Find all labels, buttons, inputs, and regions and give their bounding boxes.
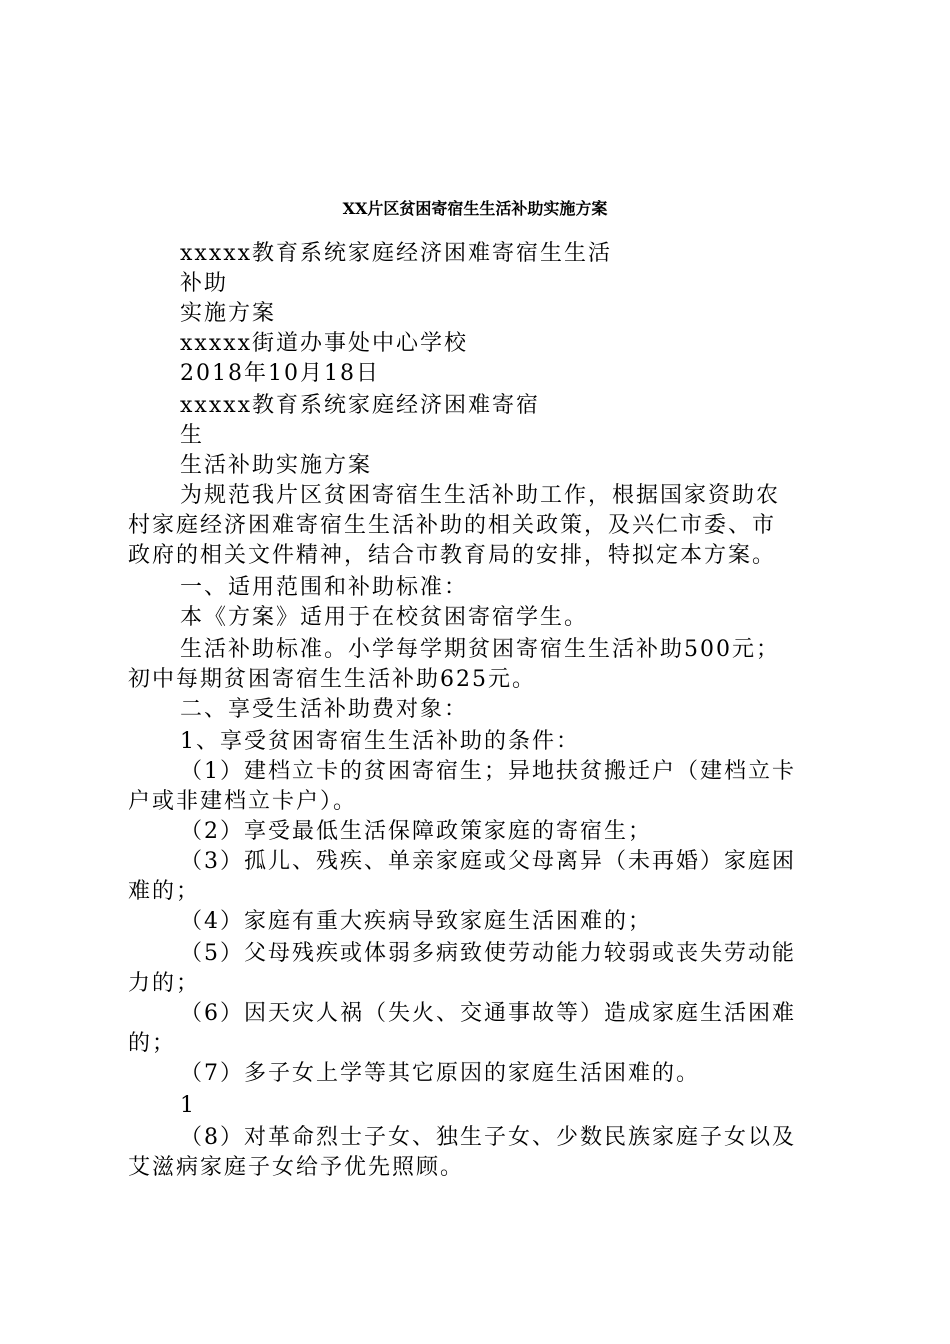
list-item-line: 艾滋病家庭子女给予优先照顾。 (128, 1155, 465, 1180)
paragraph-line: 1、享受贫困寄宿生生活补助的条件： (180, 729, 580, 754)
paragraph-line: 本《方案》适用于在校贫困寄宿学生。 (180, 605, 589, 630)
text-line: xxxxx街道办事处中心学校 (180, 331, 469, 356)
text-line: xxxxx教育系统家庭经济困难寄宿生生活 (180, 241, 613, 266)
list-item-line: （8）对革命烈士子女、独生子女、少数民族家庭子女以及 (180, 1125, 796, 1150)
text-line: 生 (180, 423, 205, 448)
text-line: xxxxx教育系统家庭经济困难寄宿 (180, 393, 541, 418)
list-item-line: （2）享受最低生活保障政策家庭的寄宿生； (180, 819, 652, 844)
paragraph-line: 政府的相关文件精神，结合市教育局的安排，特拟定本方案。 (128, 543, 777, 568)
list-item-line: （3）孤儿、残疾、单亲家庭或父母离异（未再婚）家庭困 (180, 849, 796, 874)
paragraph-line: 初中每期贫困寄宿生生活补助625元。 (128, 667, 536, 692)
text-line: 补助 (180, 271, 229, 296)
list-item-line: （1）建档立卡的贫困寄宿生；异地扶贫搬迁户（建档立卡 (180, 759, 796, 784)
page-number: 1 (180, 1093, 196, 1118)
list-item-line: 的； (128, 1031, 177, 1056)
list-item-line: 力的； (128, 971, 201, 996)
list-item-line: （6）因天灾人祸（失火、交通事故等）造成家庭生活困难 (180, 1001, 796, 1026)
list-item-line: （7）多子女上学等其它原因的家庭生活困难的。 (180, 1061, 700, 1086)
list-item-line: （4）家庭有重大疾病导致家庭生活困难的； (180, 909, 652, 934)
list-item-line: 难的； (128, 879, 201, 904)
section-heading: 一、适用范围和补助标准： (180, 575, 469, 600)
paragraph-line: 村家庭经济困难寄宿生生活补助的相关政策，及兴仁市委、市 (128, 513, 777, 538)
text-line: 生活补助实施方案 (180, 453, 373, 478)
text-line: 2018年10月18日 (180, 361, 380, 386)
paragraph-line: 生活补助标准。小学每学期贫困寄宿生生活补助500元； (180, 637, 780, 662)
text-line: 实施方案 (180, 301, 277, 326)
list-item-line: （5）父母残疾或体弱多病致使劳动能力较弱或丧失劳动能 (180, 941, 796, 966)
section-heading: 二、享受生活补助费对象： (180, 697, 469, 722)
document-title: XX片区贫困寄宿生生活补助实施方案 (342, 199, 608, 218)
paragraph-line: 为规范我片区贫困寄宿生生活补助工作，根据国家资助农 (180, 483, 781, 508)
list-item-line: 户或非建档立卡户）。 (128, 789, 358, 814)
